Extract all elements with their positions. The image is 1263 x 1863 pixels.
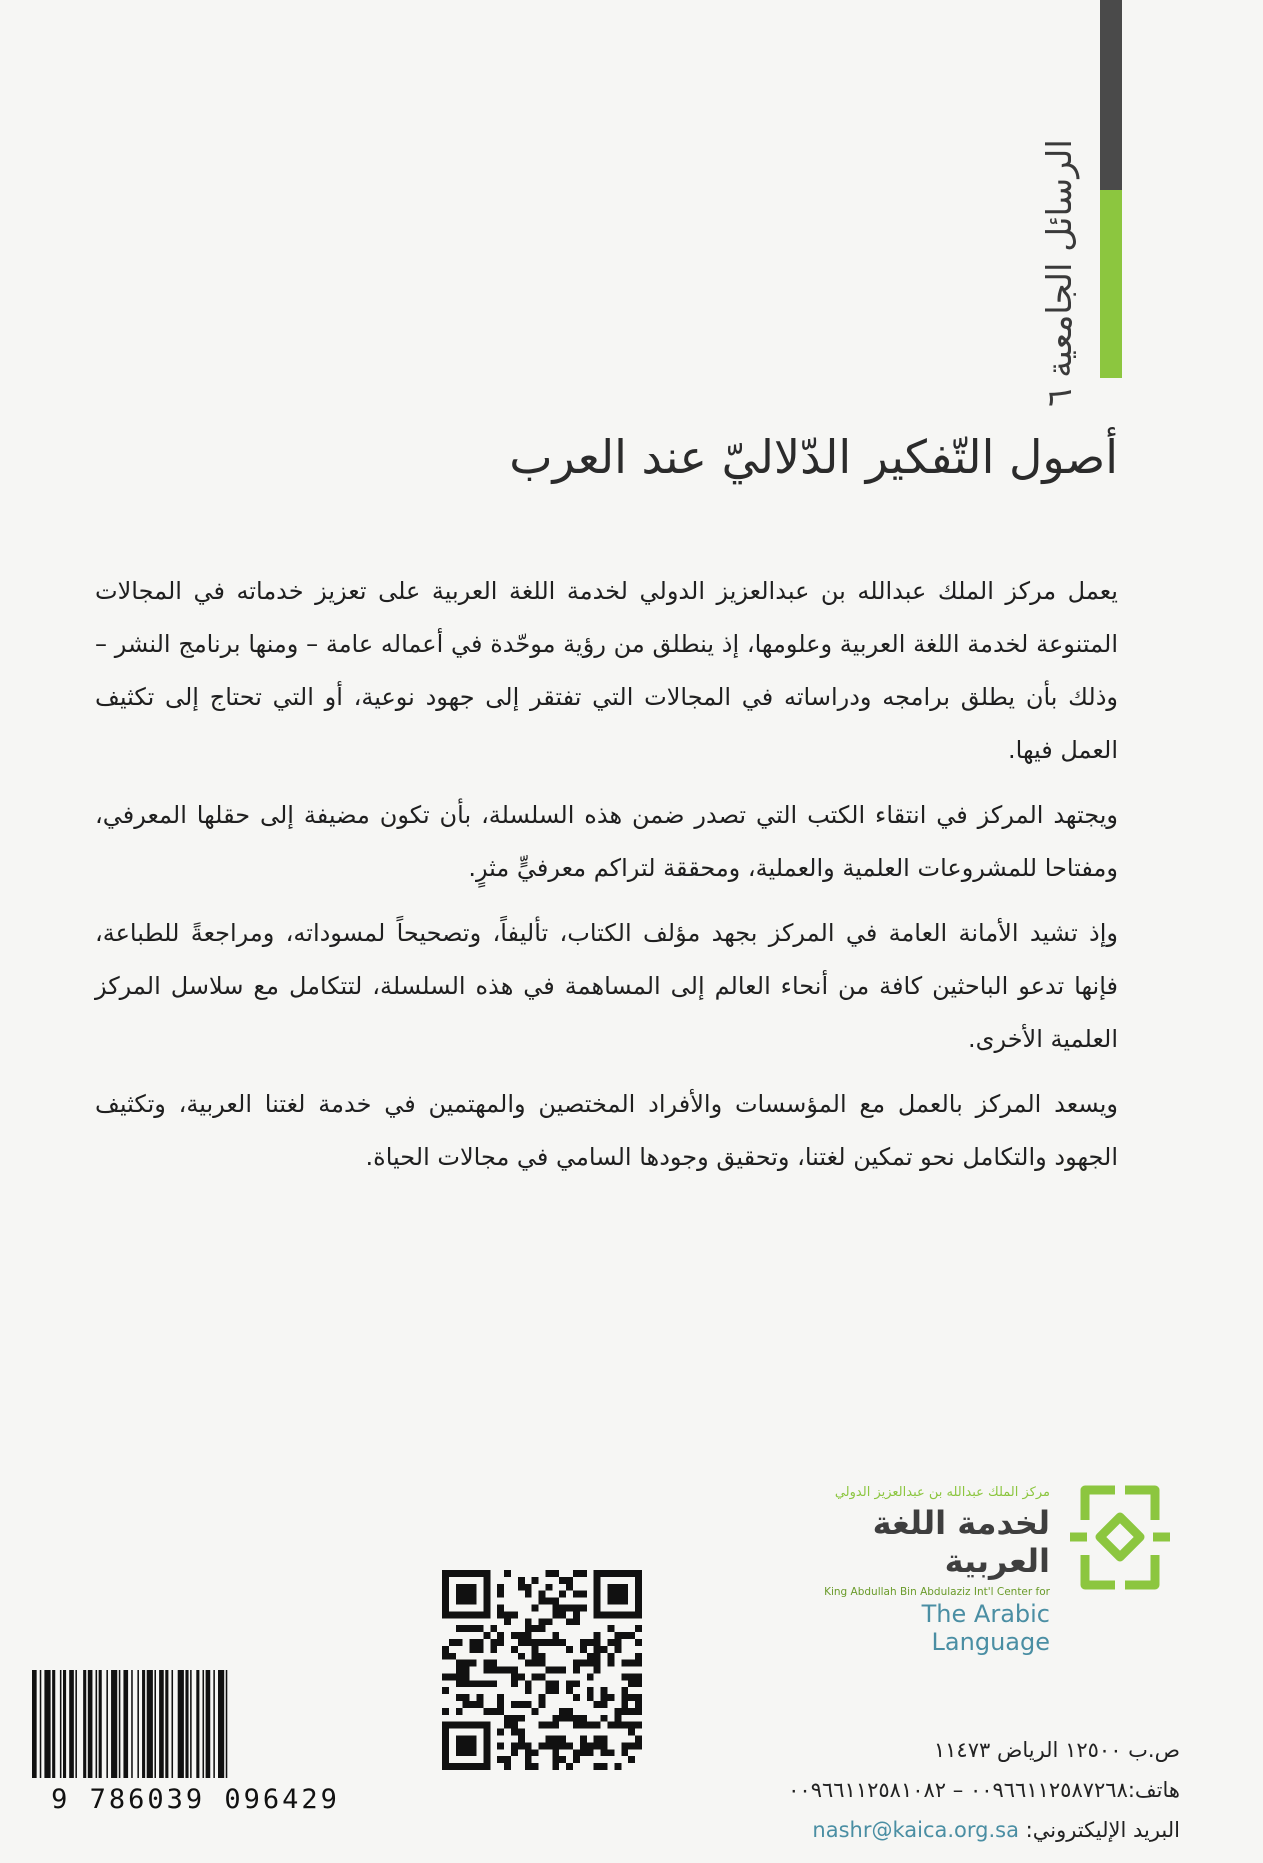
- isbn-number: 9 786039 096429: [51, 1784, 340, 1815]
- series-label: [1030, 138, 1090, 407]
- publisher-logo-icon: [1065, 1480, 1175, 1595]
- description-paragraph: وإذ تشيد الأمانة العامة في المركز بجهد مؤلف الكتاب، تأليفاً، وتصحيحاً لمسوداته، ومراجعةً للطباعة، فإنها تدعو الباحثين كافة من أنحاء العالم إلى المساهمة في هذه السلسلة، لتتكامل مع سلاسل المركز العلمية الأخرى.: [95, 919, 1118, 1053]
- book-title: أصول التّفكير الدّلاليّ عند العرب: [509, 430, 1118, 484]
- series-strip-dark: [1100, 0, 1122, 190]
- email-label: البريد الإليكتروني:: [1018, 1818, 1180, 1842]
- contact-info: [680, 1730, 1180, 1850]
- email-link[interactable]: nashr@kaica.org.sa: [812, 1818, 1019, 1842]
- phone-numbers: هاتف:٠٠٩٦٦١١٢٥٨٧٢٦٨ – ٠٠٩٦٦١١٢٥٨١٠٨٢: [788, 1778, 1180, 1802]
- barcode-icon: [28, 1670, 363, 1778]
- publisher-name-en: The Arabic Language: [921, 1600, 1050, 1656]
- qr-code-icon: [442, 1570, 642, 1770]
- publisher-name-en-small: King Abdullah Bin Abdulaziz Int'l Center for: [824, 1586, 1050, 1598]
- description-paragraph: ويجتهد المركز في انتقاء الكتب التي تصدر ضمن هذه السلسلة، بأن تكون مضيفة إلى حقلها المعرفي، ومفتاحا للمشروعات العلمية والعملية، ومحققة لتراكم معرفيٍّ مثرٍ.: [95, 801, 1118, 882]
- po-box: ص.ب ١٢٥٠٠ الرياض ١١٤٧٣: [933, 1738, 1180, 1762]
- series-label-text: الرسائل الجامعية ٦: [1040, 138, 1081, 407]
- description-block: [95, 565, 1118, 1196]
- publisher-name: [810, 1485, 1050, 1656]
- series-strip-green: [1100, 190, 1122, 378]
- description-paragraph: يعمل مركز الملك عبدالله بن عبدالعزيز الدولي لخدمة اللغة العربية على تعزيز خدماته في المجالات المتنوعة لخدمة اللغة العربية وعلومها، إذ ينطلق من رؤية موحّدة في أعماله عامة – ومنها برنامج النشر – وذلك بأن يطلق برامجه ودراساته في المجالات التي تفتقر إلى جهود نوعية، أو التي تحتاج إلى تكثيف العمل فيها.: [95, 577, 1118, 764]
- email-line: [680, 1810, 1180, 1850]
- publisher-name-ar: لخدمة اللغة العربية: [872, 1504, 1050, 1580]
- publisher-name-ar-small: مركز الملك عبدالله بن عبدالعزيز الدولي: [834, 1485, 1050, 1500]
- description-paragraph: ويسعد المركز بالعمل مع المؤسسات والأفراد المختصين والمهتمين في خدمة لغتنا العربية، وتكثيف الجهود والتكامل نحو تمكين لغتنا، وتحقيق وجودها السامي في مجالات الحياة.: [95, 1090, 1118, 1171]
